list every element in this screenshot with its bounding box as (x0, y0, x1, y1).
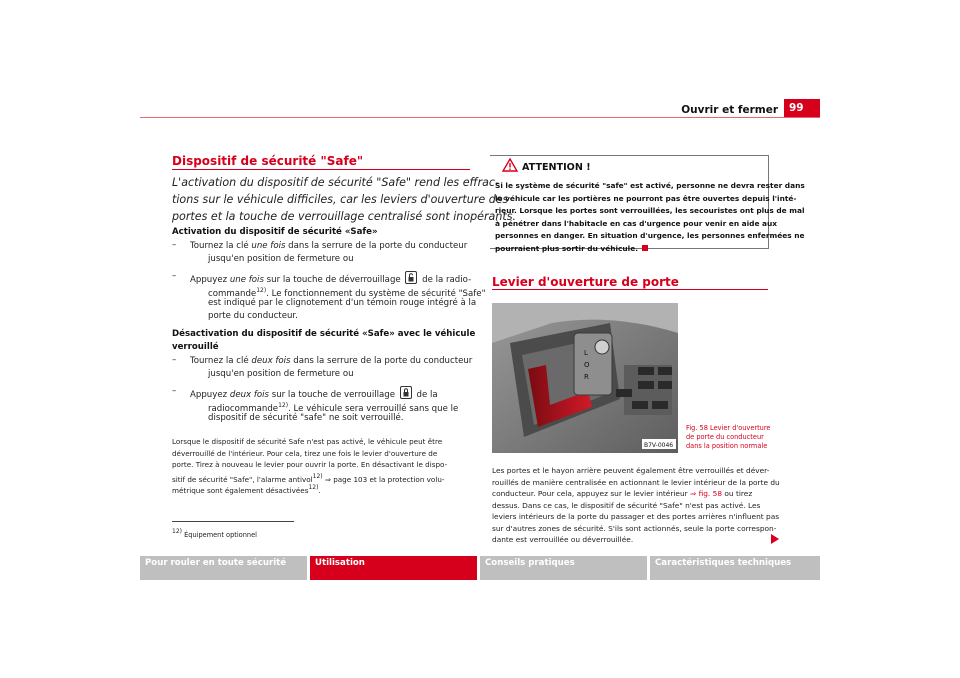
warning-triangle-icon (502, 158, 518, 172)
section-title-rule (492, 289, 768, 290)
step-activation-key-cont: jusqu'en position de fermeture ou (208, 254, 354, 264)
footnote: 12) Équipement optionnel (172, 528, 257, 539)
note-line: sitif de sécurité "Safe", l'alarme antivol$^{12)}$ ⇒ page 103 et la protection volu- (172, 472, 445, 484)
step-activation-key: Tournez la clé une fois dans la serrure de la porte du conducteur (190, 241, 468, 251)
figure-reference-link[interactable]: ⇒ fig. 58 (690, 489, 723, 498)
figure-label-o: O (584, 361, 590, 369)
list-dash: – (172, 240, 177, 250)
list-dash: – (172, 355, 177, 365)
warning-line: rieur. Lorsque les portes sont verrouillées, les secouristes ont plus de mal (495, 206, 805, 215)
body-line: dante est verrouillée ou déverrouillée. (492, 535, 634, 544)
footer-tab-specs[interactable]: Caractéristiques techniques (650, 556, 820, 580)
warning-line: personnes en danger. En situation d'urgence, les personnes enfermées ne (495, 231, 805, 240)
list-dash: – (172, 271, 177, 281)
activation-heading: Activation du dispositif de sécurité «Safe» (172, 227, 378, 237)
figure-label-l: L (584, 349, 588, 357)
section-title-rule (172, 169, 470, 170)
lead-line: tions sur le véhicule difficiles, car les leviers d'ouverture des (172, 193, 509, 206)
unlock-key-icon (405, 271, 417, 284)
section-title-safe: Dispositif de sécurité "Safe" (172, 154, 364, 168)
warning-line: Si le système de sécurité "safe" est activé, personne ne devra rester dans (495, 181, 805, 190)
body-line: dessus. Dans ce cas, le dispositif de sécurité "Safe" n'est pas activé. Les (492, 500, 761, 510)
footer-tab-safety[interactable]: Pour rouler en toute sécurité (140, 556, 307, 580)
body-line: sur d'autres zones de sécurité. S'ils sont actionnés, seule la porte correspon- (492, 523, 777, 533)
step-activation-remote-cont: porte du conducteur. (208, 311, 298, 321)
note-line: métrique sont également désactivées$^{12)}$. (172, 484, 321, 495)
body-line: rouillés de manière centralisée en actionnant le levier intérieur de la porte du (492, 477, 780, 487)
page-number: 99 (789, 102, 804, 114)
header-divider (140, 117, 820, 118)
note-line: Lorsque le dispositif de sécurité Safe n'est pas activé, le véhicule peut être (172, 437, 443, 446)
footer-tab-usage[interactable]: Utilisation (310, 556, 477, 580)
lead-line: portes et la touche de verrouillage centralisé sont inopérants. (172, 210, 517, 223)
door-lever-illustration (492, 303, 678, 453)
page-number-box (784, 99, 820, 117)
warning-title: ATTENTION ! (522, 162, 591, 173)
deactivation-heading: Désactivation du dispositif de sécurité «Safe» avec le véhicule (172, 329, 476, 339)
step-deactivation-key-cont: jusqu'en position de fermeture ou (208, 369, 354, 379)
list-dash: – (172, 386, 177, 396)
body-line: conducteur. Pour cela, appuyez sur le levier intérieur ⇒ fig. 58 ou tirez (492, 489, 753, 498)
figure-caption: Fig. 58 Levier d'ouverture de porte du conducteur dans la position normale (686, 424, 771, 450)
warning-line: à pénétrer dans l'habitacle en cas d'urgence pour venir en aide aux (495, 218, 778, 228)
end-of-warning-mark (642, 245, 648, 251)
step-deactivation-key: Tournez la clé deux fois dans la serrure de la porte du conducteur (190, 356, 473, 366)
note-line: porte. Tirez à nouveau le levier pour ouvrir la porte. En désactivant le dispo- (172, 460, 448, 469)
running-header-title: Ouvrir et fermer (681, 104, 778, 116)
step-activation-remote-cont: est indiqué par le clignotement d'un témoin rouge intégré à la (208, 298, 477, 308)
step-activation-remote: Appuyez une fois sur la touche de déverrouillage de la radio- (190, 271, 471, 287)
step-deactivation-remote-cont: dispositif de sécurité "safe" ne soit verrouillé. (208, 413, 404, 423)
warning-line: le véhicule car les portières ne pourront pas être ouvertes depuis l'inté- (495, 193, 797, 203)
footnote-divider (172, 521, 294, 522)
note-line: déverrouillé de l'intérieur. Pour cela, tirez une fois le levier d'ouverture de (172, 448, 438, 458)
body-line: leviers intérieurs de la porte du passager et des portes arrières n'influent pas (492, 512, 780, 521)
step-deactivation-remote: Appuyez deux fois sur la touche de verrouillage de la (190, 386, 438, 402)
body-line: Les portes et le hayon arrière peuvent également être verrouillés et déver- (492, 466, 770, 475)
figure-code: B7V-0046 (644, 442, 674, 449)
lead-line: L'activation du dispositif de sécurité "Safe" rend les effrac- (172, 176, 500, 189)
lock-key-icon (400, 386, 412, 399)
lead-paragraph (172, 174, 517, 225)
section-title-door-lever: Levier d'ouverture de porte (492, 275, 679, 289)
step-deactivation-remote-cont: radiocommande$^{12)}$. Le véhicule sera verrouillé sans que le (208, 402, 459, 414)
warning-line-last: pourraient plus sortir du véhicule. (495, 244, 648, 255)
footer-tab-tips[interactable]: Conseils pratiques (480, 556, 647, 580)
figure-label-r: R (584, 373, 589, 381)
figure-door-lever (492, 303, 678, 453)
deactivation-heading-cont: verrouillé (172, 342, 219, 352)
step-activation-remote-cont: commande$^{12)}$. Le fonctionnement du système de sécurité "Safe" (208, 287, 486, 299)
next-page-arrow-icon[interactable] (770, 534, 780, 544)
